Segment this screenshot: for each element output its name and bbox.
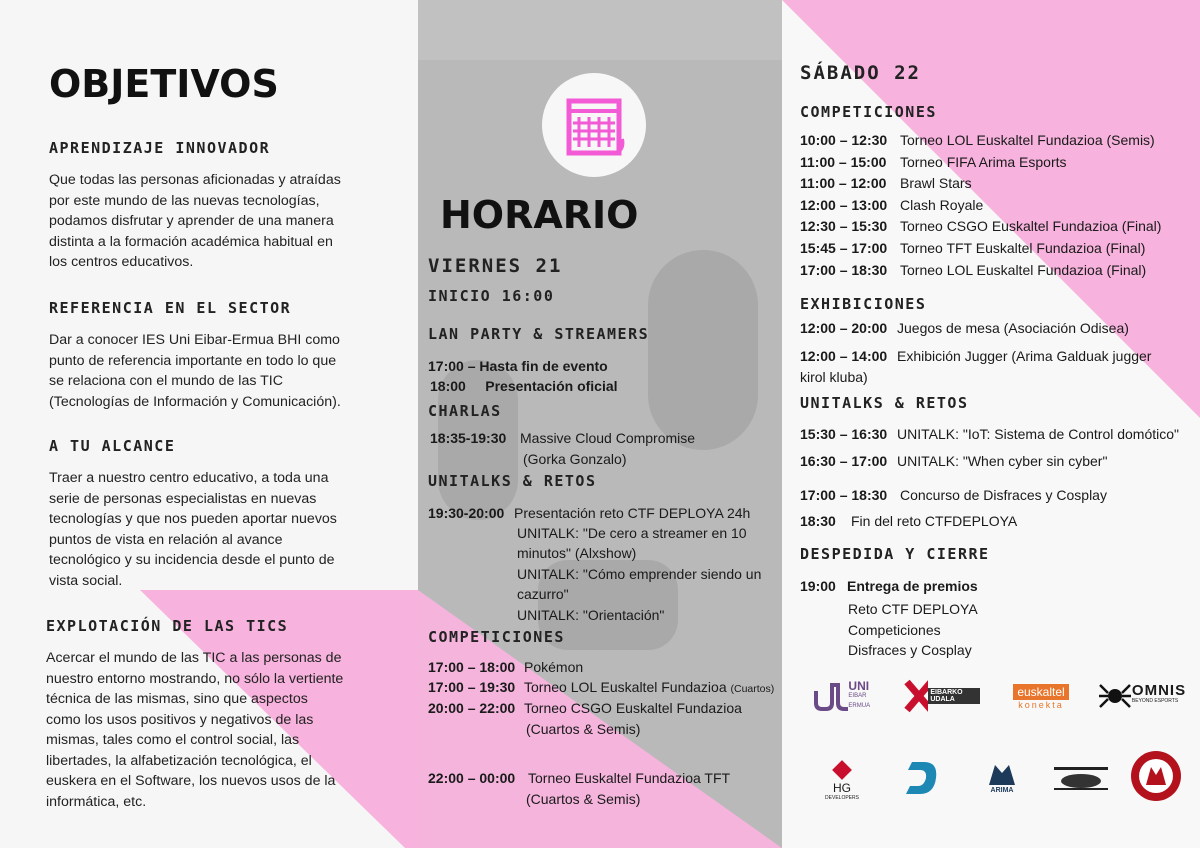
schedule-text: Torneo LOL Euskaltel Fundazioa (Semis) (900, 132, 1155, 148)
schedule-time: 12:00 – 14:00 (800, 348, 888, 364)
text-line: se relaciona con el mundo de las TIC (49, 373, 283, 389)
omnis-logo-sub: BEYOND ESPORTS (1131, 698, 1179, 704)
schedule-time: 17:00 – 18:30 (800, 487, 888, 503)
schedule-text: Torneo CSGO Euskaltel Fundazioa (524, 700, 742, 716)
schedule-time: 15:45 – 17:00 (800, 239, 888, 256)
section-body (46, 648, 396, 812)
schedule-text: Clash Royale (900, 196, 984, 213)
schedule-text: kirol kluba) (800, 369, 868, 385)
schedule-text: Pokémon (524, 659, 584, 675)
schedule-row (800, 318, 1129, 338)
schedule-time: 12:00 – 13:00 (800, 196, 888, 213)
schedule-text: Fin del reto CTFDEPLOYA (851, 513, 1018, 529)
text-line: los centros educativos. (49, 254, 194, 270)
schedule-time: 17:00 – 18:30 (800, 261, 888, 278)
section-body (49, 468, 389, 591)
text-line: punto de referencia importante en todo lo que (49, 352, 337, 369)
schedule-text: Concurso de Disfraces y Cosplay (900, 487, 1107, 503)
section-heading: CHARLAS (428, 402, 502, 420)
schedule-time: 15:30 – 16:30 (800, 426, 888, 442)
section-heading: UNITALKS & RETOS (428, 472, 597, 490)
schedule-time: 16:30 – 17:00 (800, 453, 888, 469)
schedule-row: 17:00 – Hasta fin de evento (428, 358, 608, 374)
start-time: INICIO 16:00 (428, 287, 555, 305)
euskaltel-logo-label: euskaltel (1013, 684, 1068, 700)
konekta-logo-label: konekta (1018, 700, 1064, 710)
text-line: técnica de las mismas, sino que aspectos (46, 691, 308, 707)
uni-logo-mark (814, 681, 848, 711)
text-line: tecnológico y su incidencia desde el punto de (49, 552, 335, 568)
objectives-title: OBJETIVOS (49, 62, 279, 106)
text-line: puntos de vista en relación al avance (49, 531, 283, 548)
section-body (49, 170, 389, 273)
text-line: vista social. (49, 572, 123, 589)
schedule-text: Torneo TFT Euskaltel Fundazioa (Final) (900, 239, 1146, 256)
competitions-list (800, 130, 1161, 281)
section-heading: LAN PARTY & STREAMERS (428, 325, 650, 343)
uni-logo-text (848, 681, 884, 711)
text-line: podamos disfrutar y aprender de una manera (49, 213, 334, 229)
uni-logo-label: UNI (848, 679, 870, 693)
euskaltel-konekta-logo (1002, 680, 1080, 714)
udala-logo-label: EIBARKO UDALA (928, 688, 980, 704)
arima-wolf-icon (985, 759, 1019, 787)
uni-logo-sub: EIBAR ERMUA (848, 693, 871, 709)
prize-item: Disfraces y Cosplay (848, 642, 972, 658)
schedule-time: 11:00 – 12:00 (800, 175, 887, 192)
hg-logo-label: HG (833, 781, 851, 795)
text-line: tecnologías y que nos pueden aportar nuevos (49, 511, 337, 527)
deploya-logo (900, 756, 944, 800)
omnis-logo (1092, 676, 1192, 716)
hg-logo-sub: DEVELOPERS (825, 795, 859, 801)
text-line: informática, etc. (46, 793, 147, 810)
text-line: mismas, tales como el control social, las (46, 732, 300, 748)
deploya-d-icon (902, 758, 942, 798)
schedule-text: (Gorka Gonzalo) (523, 451, 627, 467)
eibarko-udala-logo (904, 678, 980, 714)
schedule-text: (Cuartos & Semis) (526, 721, 641, 737)
schedule-text: Torneo Euskaltel Fundazioa TFT (528, 770, 731, 786)
text-line: distinta a la formación académica habitual en (49, 233, 333, 250)
schedule-text: UNITALK: "De cero a streamer en 10 (517, 525, 747, 541)
schedule-row: 18:00 Presentación oficial (430, 378, 618, 394)
schedule-row (800, 130, 1161, 152)
omnis-logo-label: OMNIS (1131, 682, 1187, 699)
schedule-note: (Cuartos) (730, 683, 775, 695)
schedule-time: 18:35-19:30 (430, 430, 507, 446)
schedule-time: 18:30 (800, 513, 836, 529)
schedule-text: Torneo CSGO Euskaltel Fundazioa (Final) (900, 218, 1162, 235)
section-body (49, 330, 389, 412)
schedule-text: Torneo FIFA Arima Esports (900, 153, 1067, 170)
text-line: (Tecnologías de Información y Comunicación). (49, 393, 341, 410)
hg-diamond-icon (831, 759, 853, 781)
day-heading: VIERNES 21 (428, 255, 563, 277)
section-heading: A TU ALCANCE (49, 437, 176, 455)
schedule-text: UNITALK: "Cómo emprender siendo un (517, 566, 762, 582)
schedule-row (800, 424, 1179, 444)
section-heading: EXPLOTACIÓN DE LAS TICS (46, 617, 289, 635)
schedule-row (800, 511, 1017, 531)
omnis-logo-text (1131, 682, 1187, 707)
schedule-row (800, 173, 1161, 195)
schedule-text: UNITALK: "Orientación" (517, 607, 665, 623)
schedule-time: 10:00 – 12:30 (800, 132, 888, 148)
schedule-row (800, 346, 1151, 366)
schedule-title: HORARIO (440, 193, 639, 237)
schedule-time: 17:00 – 19:30 (428, 679, 516, 695)
schedule-text: Torneo LOL Euskaltel Fundazioa (Final) (900, 261, 1147, 278)
arima-esports-logo (978, 752, 1026, 800)
text-line: Acercar el mundo de las TIC a las personas de (46, 650, 342, 666)
section-heading: UNITALKS & RETOS (800, 394, 969, 412)
text-line: serie de personas especialistas en nuevas (49, 490, 317, 507)
schedule-row (800, 485, 1107, 505)
spider-icon (1098, 679, 1132, 713)
schedule-time: 11:00 – 15:00 (800, 153, 887, 170)
text-line: Traer a nuestro centro educativo, a toda una (49, 470, 329, 486)
schedule-text: UNITALK: "IoT: Sistema de Control domótico" (897, 426, 1180, 442)
prize-item: Reto CTF DEPLOYA (848, 601, 978, 617)
section-heading: EXHIBICIONES (800, 295, 927, 313)
objectives-panel (0, 0, 418, 848)
arima-logo-label: ARIMA (990, 786, 1014, 794)
schedule-friday-panel (418, 0, 782, 848)
text-line: nuestro entorno mostrando, no sólo la vertiente (46, 670, 344, 687)
schedule-row (800, 152, 1161, 174)
schedule-time: 12:00 – 20:00 (800, 320, 888, 336)
schedule-text-main: Torneo LOL Euskaltel Fundazioa (524, 679, 727, 695)
schedule-text: minutos" (Alxshow) (517, 545, 637, 561)
arima-galduak-logo (1128, 748, 1184, 804)
schedule-time: 20:00 – 22:00 (428, 700, 516, 716)
section-heading: APRENDIZAJE INNOVADOR (49, 139, 271, 157)
day-heading: SÁBADO 22 (800, 62, 921, 84)
text-line: Que todas las personas aficionadas y atraídas (49, 172, 341, 188)
schedule-row (800, 216, 1161, 238)
section-heading: REFERENCIA EN EL SECTOR (49, 299, 292, 317)
schedule-row (800, 260, 1161, 282)
calendar-icon (542, 73, 646, 177)
schedule-text: Presentación reto CTF DEPLOYA 24h (514, 505, 751, 521)
schedule-text: Exhibición Jugger (Arima Galduak jugger (897, 348, 1152, 364)
schedule-row (800, 451, 1107, 471)
text-line: libertades, la alfabetización tecnológica, el (46, 752, 312, 769)
text-line: euskera en el Software, los nuevos usos de la (46, 773, 336, 789)
schedule-time: 19:30-20:00 (428, 505, 505, 521)
schedule-text: Massive Cloud Compromise (520, 430, 696, 446)
schedule-text: Juegos de mesa (Asociación Odisea) (897, 320, 1129, 336)
text-line: Dar a conocer IES Uni Eibar-Ermua BHI como (49, 332, 340, 348)
udala-x-mark (904, 679, 928, 713)
odisea-ship-icon (1052, 763, 1110, 793)
schedule-time: 22:00 – 00:00 (428, 770, 516, 786)
schedule-text: UNITALK: "When cyber sin cyber" (897, 453, 1108, 469)
section-heading: DESPEDIDA Y CIERRE (800, 545, 990, 563)
schedule-saturday-panel (782, 0, 1200, 848)
schedule-text: Brawl Stars (900, 175, 972, 192)
hg-developers-logo (816, 754, 868, 806)
section-heading: COMPETICIONES (428, 628, 565, 646)
schedule-text (524, 677, 774, 699)
galduak-emblem-icon (1129, 749, 1183, 803)
schedule-text: Entrega de premios (847, 578, 978, 594)
prize-item: Competiciones (848, 622, 941, 638)
uni-eibar-ermua-logo (814, 678, 884, 714)
schedule-row (800, 195, 1161, 217)
section-heading: COMPETICIONES (800, 103, 937, 121)
schedule-time: 12:30 – 15:30 (800, 218, 888, 235)
asociacion-odisea-logo (1052, 762, 1110, 794)
schedule-text: (Cuartos & Semis) (526, 791, 641, 807)
calendar-icon-badge (542, 73, 646, 177)
text-line: por este mundo de las nuevas tecnologías, (49, 192, 320, 209)
schedule-time: 19:00 (800, 578, 836, 594)
text-line: como los usos positivos y negativos de las (46, 711, 314, 728)
schedule-time: 17:00 – 18:00 (428, 659, 516, 675)
schedule-text: cazurro" (517, 586, 569, 602)
schedule-row (800, 238, 1161, 260)
